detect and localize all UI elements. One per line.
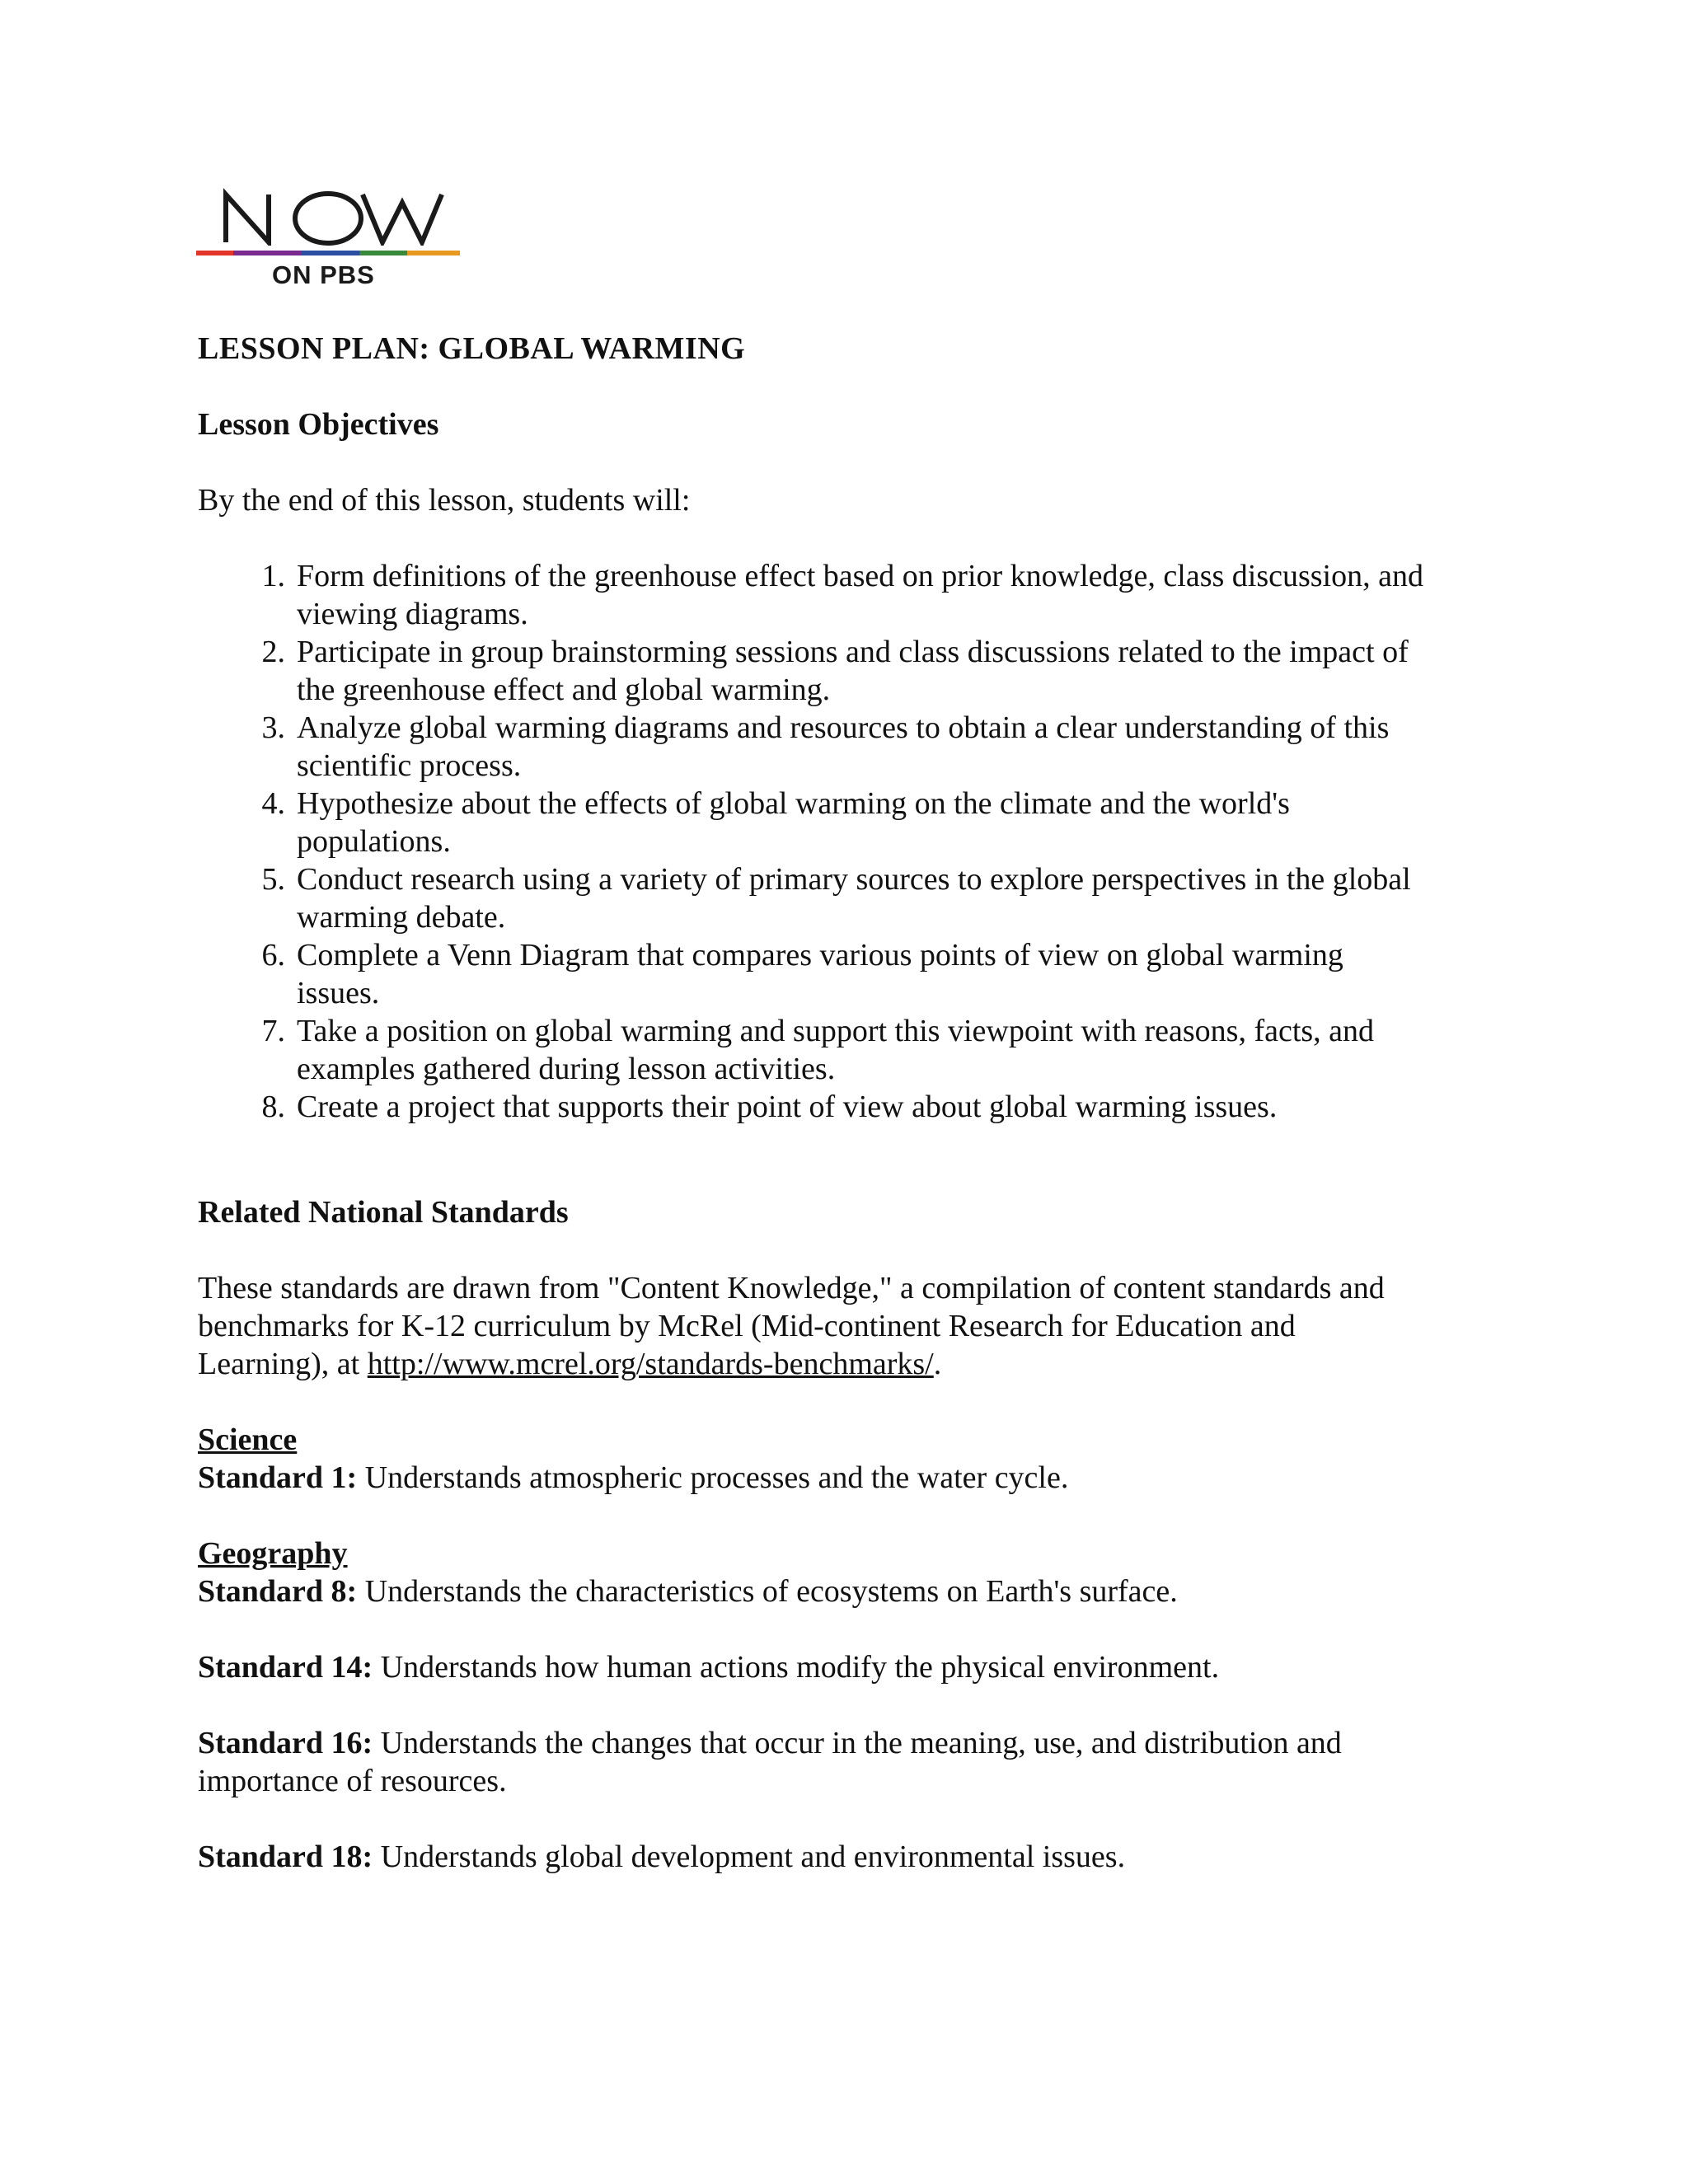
list-item-line: Create a project that supports their point of view about global warming issues. xyxy=(297,1090,1278,1124)
list-item-number: 5. xyxy=(261,862,285,897)
list-item-line: populations. xyxy=(297,824,451,859)
standard-label: Standard 16: xyxy=(198,1726,373,1760)
list-item-line: warming debate. xyxy=(297,900,506,935)
list-item xyxy=(198,936,1500,1012)
list-item-number: 7. xyxy=(261,1014,285,1048)
list-item xyxy=(198,709,1500,785)
standard-line: importance of resources. xyxy=(198,1764,507,1798)
standards-intro-prefix: Learning), at xyxy=(198,1347,368,1381)
list-item xyxy=(198,1088,1500,1126)
list-item xyxy=(198,1012,1500,1088)
standards-intro-line xyxy=(198,1345,1500,1383)
list-item-line: scientific process. xyxy=(297,748,522,783)
standard-text: Understands global development and environmental issues. xyxy=(373,1840,1126,1874)
now-on-pbs-logo xyxy=(196,188,460,287)
now-logo-wordmark xyxy=(196,188,460,246)
list-item xyxy=(198,860,1500,936)
list-item-number: 1. xyxy=(261,559,285,593)
list-item-number: 2. xyxy=(261,635,285,669)
science-heading: Science xyxy=(198,1422,298,1457)
objectives-list xyxy=(198,557,1500,1126)
geography-heading: Geography xyxy=(198,1536,348,1571)
geography-standard-18 xyxy=(198,1838,1125,1876)
list-item xyxy=(198,557,1500,633)
list-item-line: Hypothesize about the effects of global warming on the climate and the world's xyxy=(297,786,1290,821)
list-item-line: issues. xyxy=(297,976,380,1010)
list-item-number: 3. xyxy=(261,710,285,745)
standards-heading: Related National Standards xyxy=(198,1195,569,1230)
objectives-heading: Lesson Objectives xyxy=(198,407,439,442)
standards-intro-line: These standards are drawn from "Content Knowledge," a compilation of content standards and xyxy=(198,1271,1385,1305)
science-standard-1 xyxy=(198,1459,1068,1497)
standard-label: Standard 8: xyxy=(198,1574,358,1609)
list-item-number: 4. xyxy=(261,786,285,821)
objectives-intro: By the end of this lesson, students will: xyxy=(198,483,691,518)
standards-intro xyxy=(198,1269,1500,1383)
standard-text: Understands the characteristics of ecosystems on Earth's surface. xyxy=(357,1574,1178,1609)
list-item-line: Form definitions of the greenhouse effect based on prior knowledge, class discussion, and xyxy=(297,559,1423,593)
geography-standard-14 xyxy=(198,1648,1219,1686)
standard-line xyxy=(198,1724,1500,1762)
standard-label: Standard 18: xyxy=(198,1840,373,1874)
list-item-line: Conduct research using a variety of primary sources to explore perspectives in the global xyxy=(297,862,1411,897)
standard-text: Understands the changes that occur in the meaning, use, and distribution and xyxy=(373,1726,1342,1760)
list-item-line: the greenhouse effect and global warming. xyxy=(297,673,831,707)
standard-text: Understands atmospheric processes and the water cycle. xyxy=(357,1460,1069,1495)
logo-color-bar xyxy=(196,251,460,255)
mcrel-link[interactable]: http://www.mcrel.org/standards-benchmarks/ xyxy=(367,1347,934,1381)
standards-intro-suffix: . xyxy=(933,1347,942,1381)
page-title: LESSON PLAN: GLOBAL WARMING xyxy=(198,331,746,366)
list-item-line: viewing diagrams. xyxy=(297,597,528,631)
standards-intro-line: benchmarks for K-12 curriculum by McRel (Mid-continent Research for Education and xyxy=(198,1309,1296,1343)
list-item xyxy=(198,785,1500,860)
standard-label: Standard 1: xyxy=(198,1460,358,1495)
list-item-line: Analyze global warming diagrams and resources to obtain a clear understanding of this xyxy=(297,710,1390,745)
geography-standard-16 xyxy=(198,1724,1500,1800)
geography-standard-8 xyxy=(198,1572,1178,1610)
standard-label: Standard 14: xyxy=(198,1650,373,1685)
list-item xyxy=(198,633,1500,709)
standard-text: Understands how human actions modify the physical environment. xyxy=(373,1650,1220,1685)
list-item-line: examples gathered during lesson activities. xyxy=(297,1052,836,1086)
list-item-line: Take a position on global warming and support this viewpoint with reasons, facts, and xyxy=(297,1014,1375,1048)
list-item-line: Participate in group brainstorming sessions and class discussions related to the impact of xyxy=(297,635,1409,669)
logo-subtitle: ON PBS xyxy=(272,260,375,289)
list-item-line: Complete a Venn Diagram that compares various points of view on global warming xyxy=(297,938,1343,972)
list-item-number: 8. xyxy=(261,1090,285,1124)
list-item-number: 6. xyxy=(261,938,285,972)
